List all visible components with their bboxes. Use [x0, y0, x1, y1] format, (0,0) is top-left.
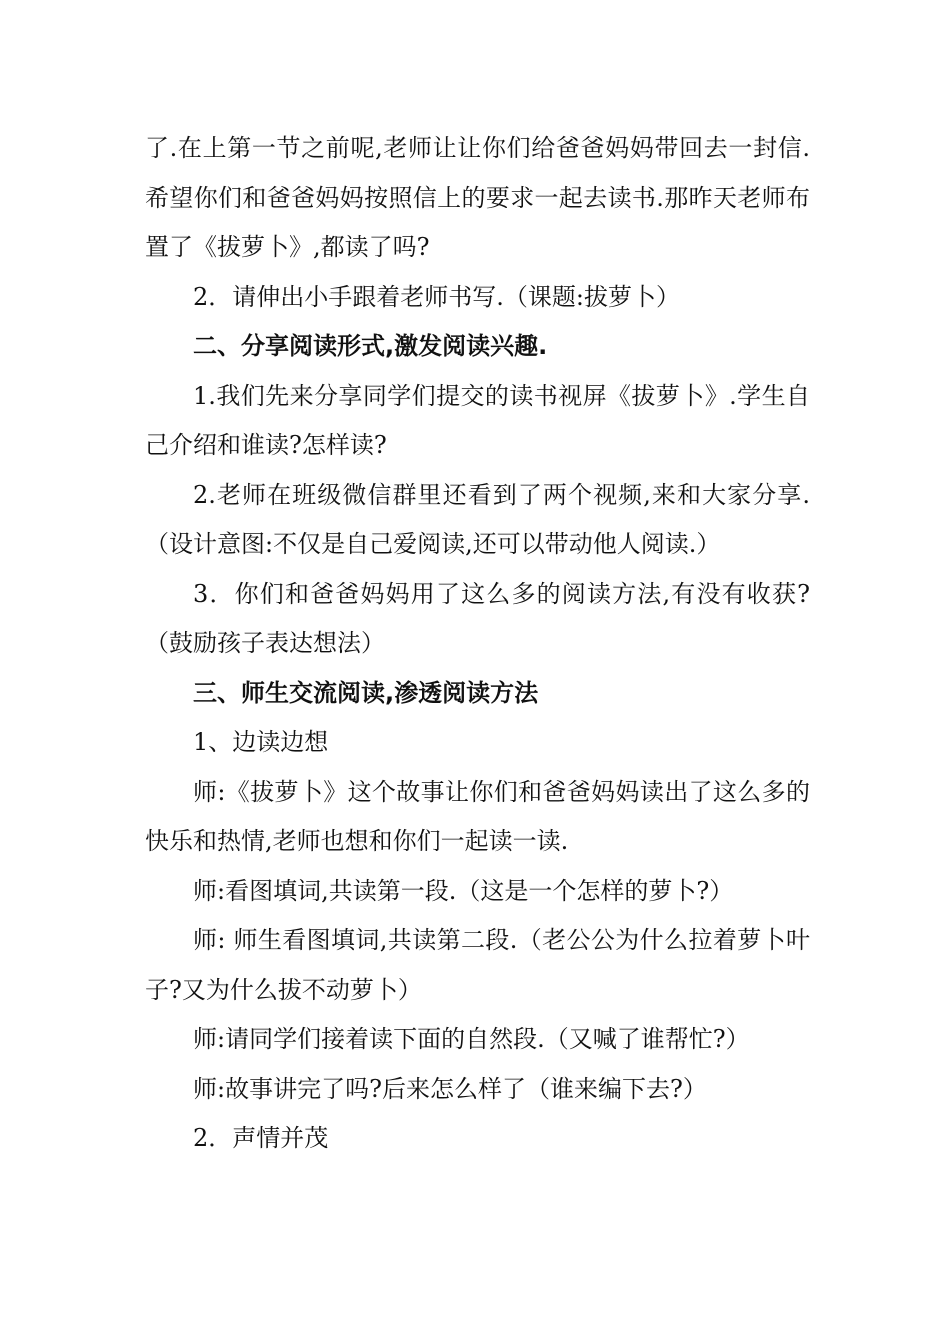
paragraph-reading-methods: 3．你们和爸爸妈妈用了这么多的阅读方法,有没有收获?（鼓励孩子表达想法）: [145, 579, 810, 657]
paragraph-teacher-read-together: 师:《拔萝卜》这个故事让你们和爸爸妈妈读出了这么多的快乐和热情,老师也想和你们一起读一读.: [145, 777, 810, 855]
paragraph-intro-continued: 了.在上第一节之前呢,老师让让你们给爸爸妈妈带回去一封信.希望你们和爸爸妈妈按照信上的要求一起去读书.那昨天老师布置了《拔萝卜》,都读了吗?: [145, 134, 810, 261]
paragraph-share-video: 1.我们先来分享同学们提交的读书视屏《拔萝卜》.学生自己介绍和谁读?怎样读?: [145, 381, 810, 459]
subheading-expressive-reading: 2．声情并茂: [193, 1124, 329, 1152]
paragraph-teacher-story-end: 师:故事讲完了吗?后来怎么样了（谁来编下去?）: [193, 1074, 707, 1103]
paragraph-teacher-second-section: 师: 师生看图填词,共读第二段.（老公公为什么拉着萝卜叶子?又为什么拔不动萝卜）: [145, 926, 810, 1004]
document-body: [145, 124, 810, 1164]
section-heading-2: 二、分享阅读形式,激发阅读兴趣.: [193, 332, 548, 360]
paragraph-write-title: 2．请伸出小手跟着老师书写.（课题:拔萝卜）: [193, 282, 680, 311]
section-heading-3: 三、师生交流阅读,渗透阅读方法: [193, 678, 539, 707]
paragraph-teacher-first-section: 师:看图填词,共读第一段.（这是一个怎样的萝卜?）: [193, 876, 734, 905]
paragraph-teacher-next-sections: 师:请同学们接着读下面的自然段.（又喊了谁帮忙?）: [193, 1025, 750, 1053]
subheading-read-and-think: 1、边读边想: [193, 728, 329, 756]
paragraph-wechat-videos: 2.老师在班级微信群里还看到了两个视频,来和大家分享.（设计意图:不仅是自己爱阅读,还可以带动他人阅读.）: [145, 480, 810, 558]
